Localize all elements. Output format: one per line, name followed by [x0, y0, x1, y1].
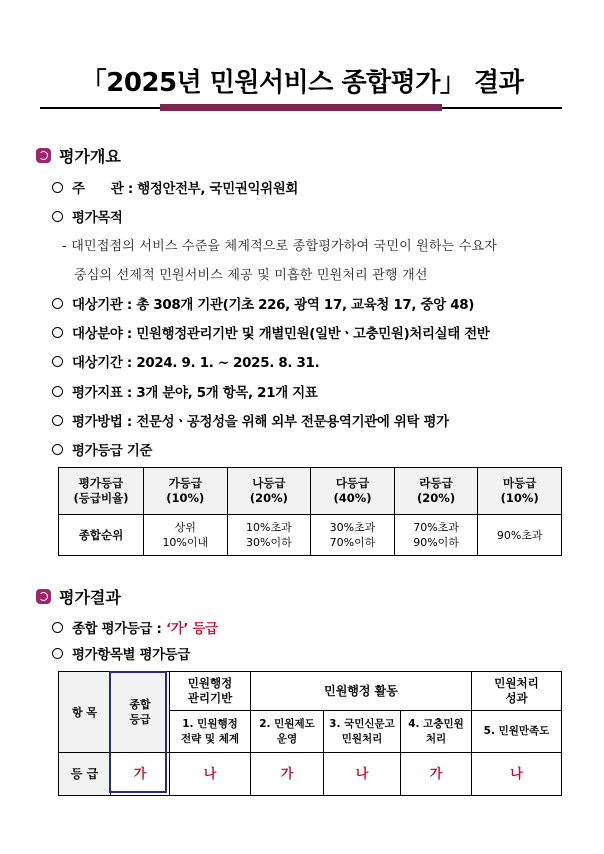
header-line: 종합: [129, 698, 151, 711]
table-cell: [394, 515, 478, 556]
header-line: 민원행정: [187, 676, 233, 691]
item-indicators: [52, 382, 318, 401]
header-line: 등급: [129, 713, 151, 726]
header-line: 나등급: [252, 476, 286, 490]
cell-line: 10%초과: [246, 521, 292, 534]
title-underline-accent: [160, 104, 442, 111]
table-header-row: [59, 468, 562, 515]
header-line: (20%): [417, 491, 456, 505]
subheader-cell: [251, 711, 324, 753]
circle-bullet-icon: [52, 211, 63, 222]
circle-bullet-icon: [52, 415, 63, 426]
organizer-label: 주 관: [72, 182, 124, 197]
item-organizer: [52, 178, 298, 197]
item-method: [52, 411, 449, 430]
table-row: [59, 515, 562, 556]
section-heading-results: [36, 585, 121, 608]
table-cell: [227, 515, 311, 556]
header-line: 다등급: [335, 476, 370, 490]
header-line: 민원처리: [341, 732, 383, 745]
grade-cell: 가: [111, 753, 170, 796]
row-label: 종합순위: [59, 515, 144, 556]
circle-bullet-icon: [52, 648, 63, 659]
header-cell: [227, 468, 311, 515]
header-cell: [144, 468, 228, 515]
subheader-cell: 5. 민원만족도: [472, 711, 562, 753]
cell-line: 30%초과: [329, 521, 376, 534]
header-line: (40%): [333, 491, 372, 505]
header-cell: [59, 468, 144, 515]
row-label: 등 급: [59, 753, 111, 796]
section-bullet-icon: [36, 148, 51, 163]
header-line: 3. 국민신문고: [329, 717, 395, 730]
item-overall-grade: [52, 618, 218, 637]
header-line: 마등급: [503, 476, 537, 490]
header-line: 라등급: [419, 476, 453, 490]
cell-line: 10%이내: [162, 536, 209, 549]
target-field-text: 대상분야 : 민원행정관리기반 및 개별민원(일반ㆍ고충민원)처리실태 전반: [72, 327, 490, 342]
grade-cell: 나: [324, 753, 401, 796]
subheader-cell: [170, 711, 251, 753]
circle-bullet-icon: [52, 444, 63, 455]
header-cell: [311, 468, 395, 515]
section-bullet-icon: [36, 589, 51, 604]
header-line: 전략 및 체계: [180, 732, 240, 745]
cell-line: 30%이하: [246, 536, 292, 549]
header-line: (10%): [500, 491, 539, 505]
circle-bullet-icon: [52, 356, 63, 367]
purpose-label: 평가목적: [72, 211, 123, 226]
header-cell: [478, 468, 562, 515]
overall-grade-value: ‘가’ 등급: [165, 622, 218, 637]
target-period-text: 대상기간 : 2024. 9. 1. ~ 2025. 8. 31.: [72, 356, 320, 371]
grade-criteria-table: [58, 467, 562, 556]
grade-cell: 나: [170, 753, 251, 796]
group-header-activity: 민원행정 활동: [251, 672, 472, 711]
group-header-performance: [472, 672, 562, 711]
grade-cell: 나: [472, 753, 562, 796]
group-header-management: [170, 672, 251, 711]
item-purpose: [52, 207, 123, 226]
table-header-row: [59, 672, 562, 711]
grade-by-item-label: 평가항목별 평가등급: [72, 648, 191, 663]
header-line: 민원처리: [494, 676, 539, 691]
overall-header: [111, 672, 170, 753]
target-org-text: 대상기관 : 총 308개 기관(기초 226, 광역 17, 교육청 17, 중앙 48): [72, 298, 475, 313]
header-line: 4. 고충민원: [408, 717, 464, 730]
table-row: [59, 753, 562, 796]
header-line: (10%): [166, 491, 205, 505]
circle-bullet-icon: [52, 298, 63, 309]
subheader-cell: [324, 711, 401, 753]
subheader-cell: [401, 711, 472, 753]
purpose-line-2: 중심의 선제적 민원서비스 제공 및 미흡한 민원처리 관행 개선: [74, 268, 428, 283]
grade-cell: 가: [401, 753, 472, 796]
section-heading-overview: [36, 144, 121, 167]
circle-bullet-icon: [52, 327, 63, 338]
section-title: 평가결과: [59, 588, 121, 607]
overall-grade-label: 종합 평가등급 :: [72, 622, 166, 637]
circle-bullet-icon: [52, 386, 63, 397]
header-line: (20%): [249, 491, 288, 505]
section-title: 평가개요: [59, 147, 121, 166]
header-line: 평가등급: [78, 476, 124, 490]
table-cell: 90%초과: [478, 515, 562, 556]
header-line: 1. 민원행정: [182, 717, 238, 730]
item-target-field: [52, 323, 490, 342]
header-line: 2. 민원제도: [259, 717, 315, 730]
cell-line: 상위: [174, 521, 196, 534]
header-line: 처리: [425, 732, 447, 745]
grade-cell: 가: [251, 753, 324, 796]
cell-line: 90%이하: [413, 536, 459, 549]
cell-line: 70%초과: [413, 521, 459, 534]
header-cell: [394, 468, 478, 515]
header-line: 성과: [505, 691, 528, 706]
header-line: (등급비율): [73, 491, 129, 505]
table-cell: [144, 515, 228, 556]
item-target-period: [52, 352, 319, 371]
purpose-line-1: - 대민접점의 서비스 수준을 체계적으로 종합평가하여 국민이 원하는 수요자: [62, 239, 498, 254]
item-target-org: [52, 294, 474, 313]
cell-line: 70%이하: [329, 536, 376, 549]
item-grade-criteria: [52, 440, 152, 459]
item-header: 항 목: [59, 672, 111, 753]
page-title: 「2025년 민원서비스 종합평가」 결과: [80, 68, 524, 98]
item-grade-by-item: [52, 644, 190, 663]
method-text: 평가방법 : 전문성ㆍ공정성을 위해 외부 전문용역기관에 위탁 평가: [72, 415, 449, 430]
header-line: 관리기반: [187, 691, 233, 706]
organizer-value: : 행정안전부, 국민권익위원회: [123, 182, 299, 197]
header-line: 가등급: [168, 476, 202, 490]
indicators-text: 평가지표 : 3개 분야, 5개 항목, 21개 지표: [72, 386, 318, 401]
header-line: 운영: [276, 732, 298, 745]
circle-bullet-icon: [52, 622, 63, 633]
table-cell: [311, 515, 395, 556]
grade-criteria-text: 평가등급 기준: [72, 444, 153, 459]
circle-bullet-icon: [52, 182, 63, 193]
result-table: [58, 671, 562, 796]
